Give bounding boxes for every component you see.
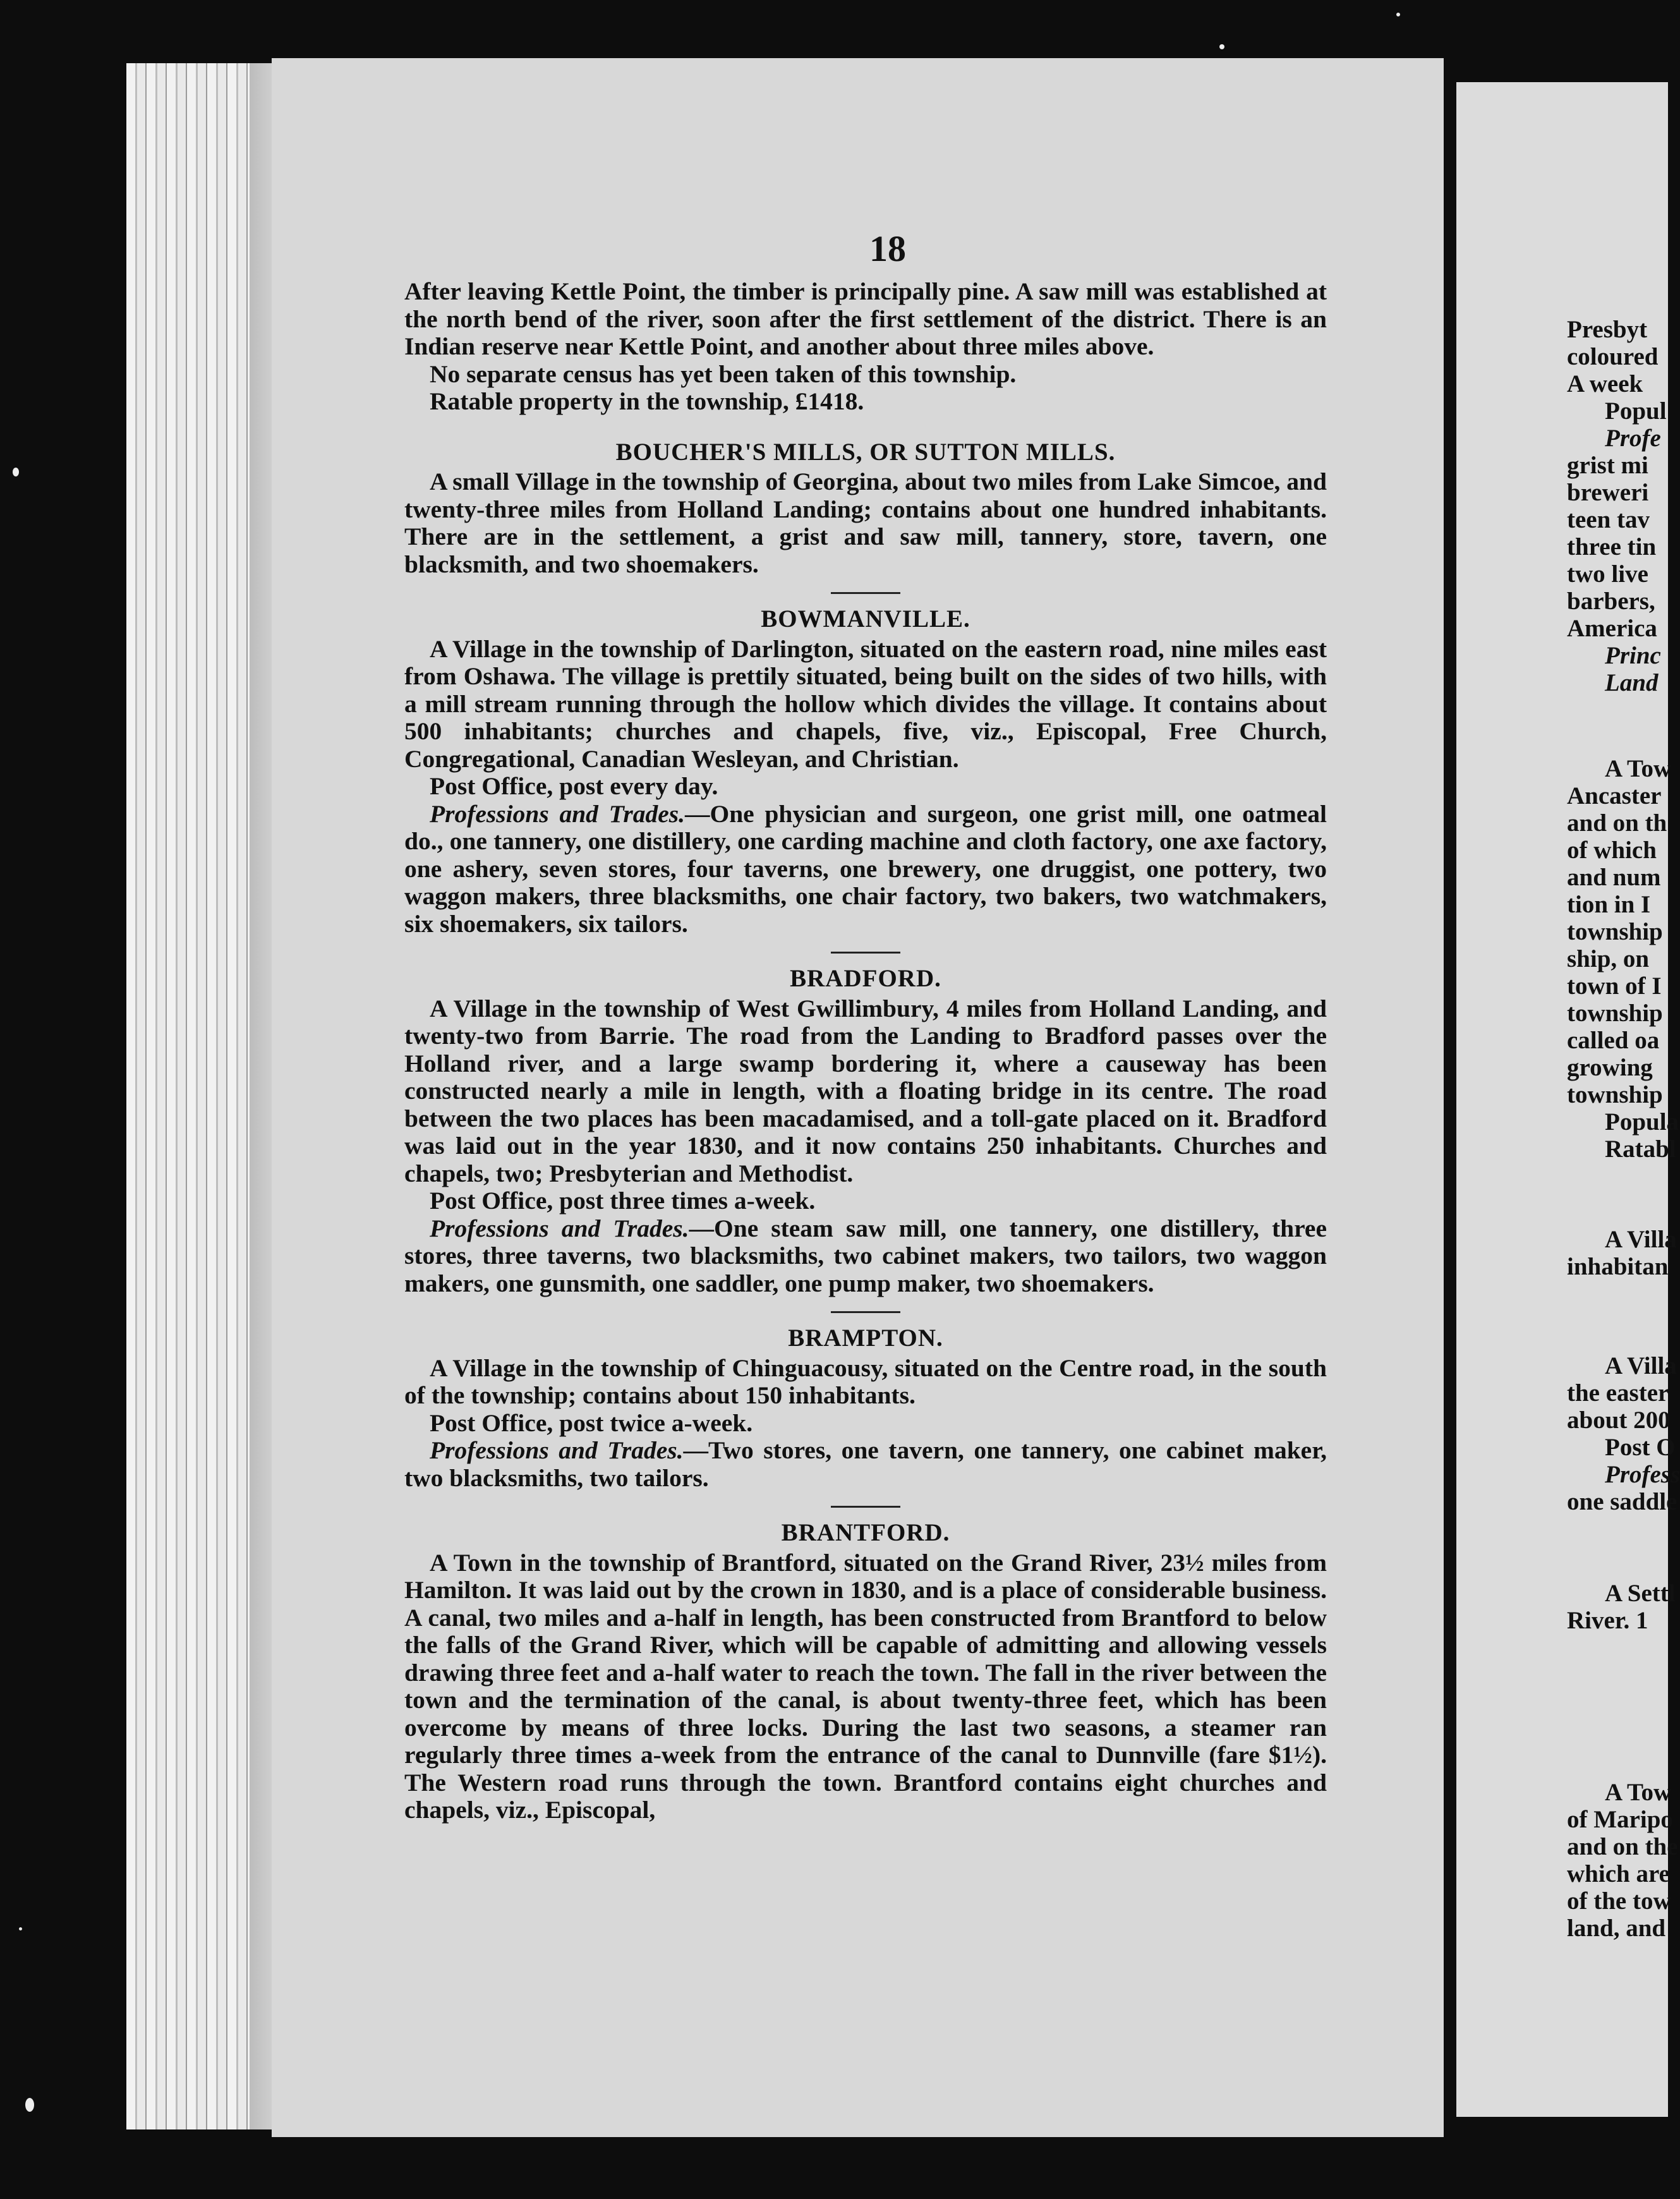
right-line: Profe — [1605, 425, 1661, 452]
right-line: Princ — [1605, 642, 1661, 669]
scan-speck — [19, 1927, 22, 1930]
right-line: A week — [1567, 370, 1643, 397]
right-line: the easter — [1567, 1379, 1669, 1407]
right-line: of Maripo — [1567, 1806, 1673, 1833]
heading-brantford: BRANTFORD. — [781, 1519, 950, 1546]
bowmanville-body: A Village in the township of Darlington, situated on the eastern road, nine miles east from Oshawa. The village is prettily situated, being built on the sides of two hills, with a mill stream running through the hollow which divides the village. It contains about 500 inhabitants; churches and chapels, five, viz., Episcopal, Free Church, Congregational, Canadian Wesleyan, and Christian. — [404, 634, 1327, 773]
right-line: two live — [1567, 560, 1648, 588]
right-line: A Tow — [1605, 755, 1672, 782]
brampton-post: Post Office, post twice a-week. — [430, 1408, 753, 1437]
right-block-2 — [1567, 755, 1679, 1163]
left-page-text — [404, 278, 1327, 1824]
right-line: and on the — [1567, 1833, 1678, 1860]
page-number: 18 — [869, 228, 906, 269]
intro-census: No separate census has yet been taken of this township. — [430, 360, 1017, 388]
trades-text: —One physician and surgeon, one grist mill, one oatmeal do., one tannery, one distillery, one carding machine and cloth factory, one axe factory, one ashery, seven stores, four taverns, one brewery, one druggist, one pottery, two waggon makers, three blacksmiths, one chair factory, two bakers, two watchmakers, six shoemakers, six tailors. — [404, 799, 1327, 938]
trades-label: Professions and Trades. — [430, 1436, 684, 1464]
bradford-body: A Village in the township of West Gwillimbury, 4 miles from Holland Landing, and twenty-two from Barrie. The road from the Landing to Bradford passes over the Holland river, and a large swamp bordering it, where a causeway has been constructed nearly a mile in length, with a floating bridge in its centre. The road between the two places has been macadamised, and a toll-gate placed on it. Bradford was laid out in the year 1830, and it now contains 250 inhabitants. Churches and chapels, two; Presbyterian and Methodist. — [404, 994, 1327, 1187]
right-line: Popul — [1605, 397, 1667, 425]
right-line: township — [1567, 1081, 1663, 1108]
right-line: about 200 — [1567, 1407, 1671, 1434]
right-line: township — [1567, 1000, 1663, 1027]
trades-label: Professions and Trades. — [430, 799, 685, 828]
brampton-trades — [404, 1437, 1327, 1492]
right-line: and on th — [1567, 809, 1667, 837]
section-divider — [831, 1506, 900, 1508]
right-line: township — [1567, 918, 1663, 945]
scan-speck — [25, 2098, 34, 2112]
right-line: River. 1 — [1567, 1607, 1648, 1634]
right-block-3 — [1567, 1226, 1677, 1280]
right-line: A Villa — [1605, 1352, 1677, 1379]
right-line: called oa — [1567, 1027, 1660, 1054]
right-line: tion in I — [1567, 891, 1651, 918]
brantford-body: A Town in the township of Brantford, situated on the Grand River, 23½ miles from Hamilton. It was laid out by the crown in 1830, and is a place of considerable business. A canal, two miles and a-half in length, has been constructed from Brantford to below the falls of the Grand River, which will be capable of admitting and allowing vessels drawing three feet and a-half water to reach the town. The fall in the river between the town and the termination of the canal, is about twenty-three feet, which has been overcome by means of three locks. During the last two seasons, a steamer ran regularly three times a-week from the entrance of the canal to Dunnville (fare $1½). The Western road runs through the town. Brantford contains eight churches and chapels, viz., Episcopal, — [404, 1548, 1327, 1824]
trades-label: Professions and Trades. — [430, 1214, 689, 1242]
right-line: breweri — [1567, 479, 1649, 506]
right-block-5 — [1567, 1580, 1676, 1634]
brampton-body: A Village in the township of Chinguacousy, situated on the Centre road, in the south of the township; contains about 150 inhabitants. — [404, 1354, 1327, 1409]
right-line: growing — [1567, 1054, 1653, 1081]
intro-ratable: Ratable property in the township, £1418. — [430, 387, 864, 415]
trades-text: —One steam saw mill, one tannery, one distillery, three stores, three taverns, two blacksmiths, two cabinet makers, two tailors, two waggon makers, one gunsmith, one saddler, one pump maker, two shoemakers. — [404, 1214, 1327, 1297]
right-line: Post O — [1605, 1434, 1676, 1461]
right-line: and num — [1567, 864, 1661, 891]
right-line: A Settl — [1605, 1580, 1676, 1607]
right-line: A Tow — [1605, 1779, 1672, 1806]
right-line: America — [1567, 615, 1657, 642]
bouchers-body: A small Village in the township of Georgina, about two miles from Lake Simcoe, and twenty-three miles from Holland Landing; contains about one hundred inhabitants. There are in the settlement, a grist and saw mill, tannery, store, tavern, one blacksmith, and two shoemakers. — [404, 468, 1327, 578]
right-line: grist mi — [1567, 452, 1648, 479]
heading-brampton: BRAMPTON. — [788, 1324, 943, 1352]
right-line: Land — [1605, 669, 1659, 696]
section-divider — [831, 952, 900, 954]
right-line: Ratabl — [1605, 1136, 1676, 1163]
right-line: teen tav — [1567, 506, 1650, 533]
right-line: three tin — [1567, 533, 1657, 560]
section-divider — [831, 592, 900, 594]
section-divider — [831, 1311, 900, 1313]
bowmanville-trades — [404, 801, 1327, 938]
right-line: Ancaster — [1567, 782, 1662, 809]
right-line: land, and — [1567, 1915, 1666, 1942]
right-block-6 — [1567, 1779, 1678, 1942]
intro-paragraph: After leaving Kettle Point, the timber is principally pine. A saw mill was established at the north bend of the river, soon after the first settlement of the district. There is an Indian reserve near Kettle Point, and another about three miles above. — [404, 277, 1327, 360]
right-line: barbers, — [1567, 588, 1655, 615]
right-line: Profess — [1605, 1461, 1680, 1488]
scan-speck — [13, 468, 19, 476]
right-line: coloured — [1567, 343, 1659, 370]
right-line: Popula — [1605, 1108, 1679, 1136]
bradford-post: Post Office, post three times a-week. — [430, 1187, 816, 1215]
scan-speck — [1219, 44, 1224, 49]
right-line: of the tow — [1567, 1887, 1671, 1915]
heading-bouchers-mills: BOUCHER'S MILLS, OR SUTTON MILLS. — [615, 438, 1116, 466]
right-line: A Villa — [1605, 1226, 1677, 1253]
right-block-1 — [1567, 316, 1667, 696]
right-block-4 — [1567, 1352, 1680, 1515]
bowmanville-post: Post Office, post every day. — [430, 772, 718, 800]
scan-speck — [1396, 13, 1400, 16]
right-line: Presbyt — [1567, 316, 1648, 343]
heading-bowmanville: BOWMANVILLE. — [761, 605, 970, 633]
right-line: which are — [1567, 1860, 1670, 1887]
heading-bradford: BRADFORD. — [790, 965, 941, 992]
right-line: one saddle — [1567, 1488, 1677, 1515]
right-line: ship, on — [1567, 945, 1650, 972]
right-line: town of I — [1567, 972, 1662, 1000]
right-line: inhabitan — [1567, 1253, 1669, 1280]
right-line: of which — [1567, 837, 1657, 864]
bradford-trades — [404, 1215, 1327, 1298]
trades-text: —Two stores, one tavern, one tannery, one cabinet maker, two blacksmiths, two tailors. — [404, 1436, 1327, 1492]
